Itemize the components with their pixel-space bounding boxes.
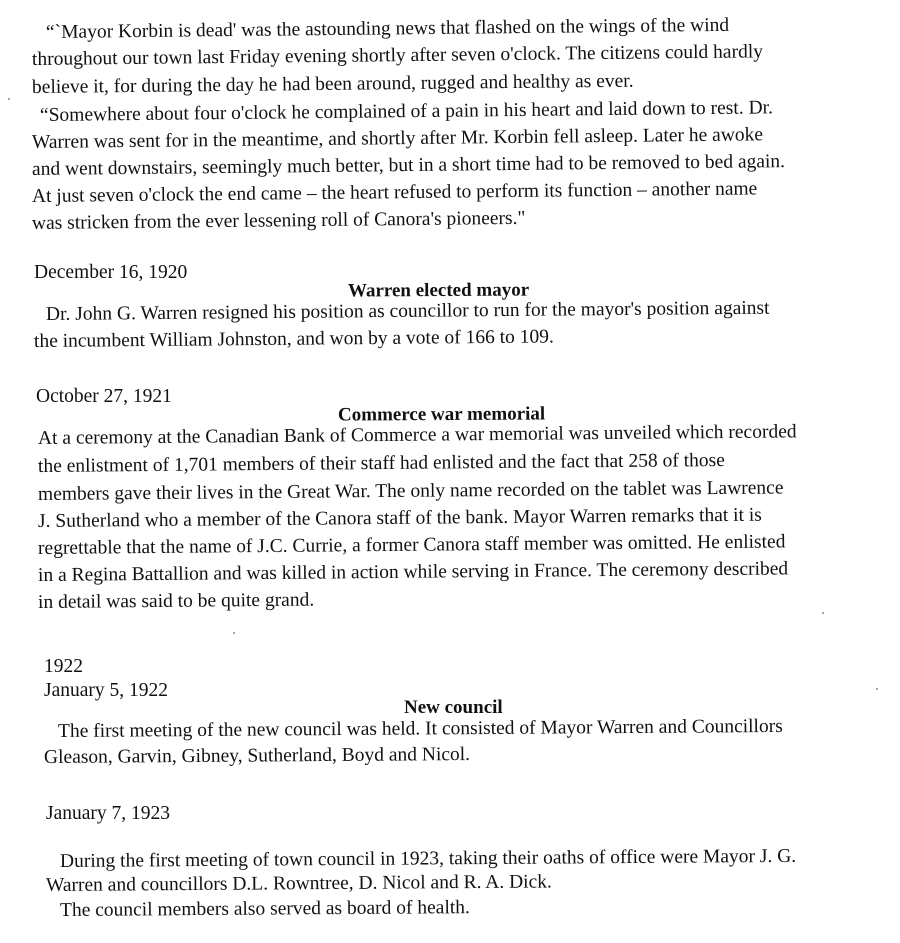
scan-speck [233, 632, 235, 634]
intro-p1-line-3: believe it, for during the day he had been around, rugged and healthy as ever. [31, 70, 634, 98]
entry-date: October 27, 1921 [36, 386, 172, 407]
intro-p2-line-1: “Somewhere about four o'clock he complained of a pain in his heart and laid down to rest. Dr. [39, 97, 774, 126]
entry-date: December 16, 1920 [34, 262, 188, 283]
entry-heading: Commerce war memorial [337, 403, 546, 426]
scan-speck [8, 98, 10, 100]
intro-p2-line-2: Warren was sent for in the meantime, and shortly after Mr. Korbin fell asleep. Later he awoke [31, 124, 764, 153]
entry-body-line: the enlistment of 1,701 members of their staff had enlisted and the fact that 258 of those [37, 450, 725, 477]
scan-speck [822, 612, 824, 614]
entry-body-line: During the first meeting of town council in 1923, taking their oaths of office were Mayor J. G. [59, 845, 797, 872]
entry-date: January 5, 1922 [44, 680, 169, 701]
year-label: 1922 [44, 656, 83, 677]
entry-body-line: Warren and councillors D.L. Rowntree, D. Nicol and R. A. Dick. [45, 871, 552, 896]
entry-body-line: in detail was said to be quite grand. [37, 589, 315, 613]
entry-body-line: The first meeting of the new council was held. It consisted of Mayor Warren and Councillors [57, 715, 783, 742]
entry-body-line: Gleason, Garvin, Gibney, Sutherland, Boyd and Nicol. [43, 744, 471, 768]
intro-p1-line-1: “`Mayor Korbin is dead' was the astounding news that flashed on the wings of the wind [45, 14, 730, 43]
entry-body-line: regrettable that the name of J.C. Currie, a former Canora staff member was omitted. He enlisted [37, 531, 786, 559]
entry-heading: New council [404, 697, 503, 718]
intro-p1-line-2: throughout our town last Friday evening shortly after seven o'clock. The citizens could hardly [31, 41, 764, 70]
entry-body-line: members gave their lives in the Great War. The only name recorded on the tablet was Lawrence [37, 477, 784, 505]
entry-heading: Warren elected mayor [347, 279, 530, 302]
entry-date: January 7, 1923 [46, 803, 171, 824]
entry-body-line: J. Sutherland who a member of the Canora staff of the bank. Mayor Warren remarks that it is [37, 504, 762, 532]
entry-body-line: The council members also served as board of health. [59, 897, 470, 921]
entry-body-line: At a ceremony at the Canadian Bank of Commerce a war memorial was unveiled which recorded [37, 421, 797, 449]
scan-speck [876, 688, 878, 690]
entry-body-line: in a Regina Battallion and was killed in action while serving in France. The ceremony described [37, 558, 789, 586]
intro-p2-line-5: was stricken from the ever lessening roll of Canora's pioneers." [31, 207, 526, 234]
intro-p2-line-3: and went downstairs, seemingly much better, but in a short time had to be removed to bed again. [31, 151, 786, 180]
entry-body-line: the incumbent William Johnston, and won by a vote of 166 to 109. [33, 326, 554, 352]
intro-p2-line-4: At just seven o'clock the end came – the heart refused to perform its function – another name [31, 178, 758, 207]
entry-body-line: Dr. John G. Warren resigned his position as councillor to run for the mayor's position against [45, 297, 770, 325]
